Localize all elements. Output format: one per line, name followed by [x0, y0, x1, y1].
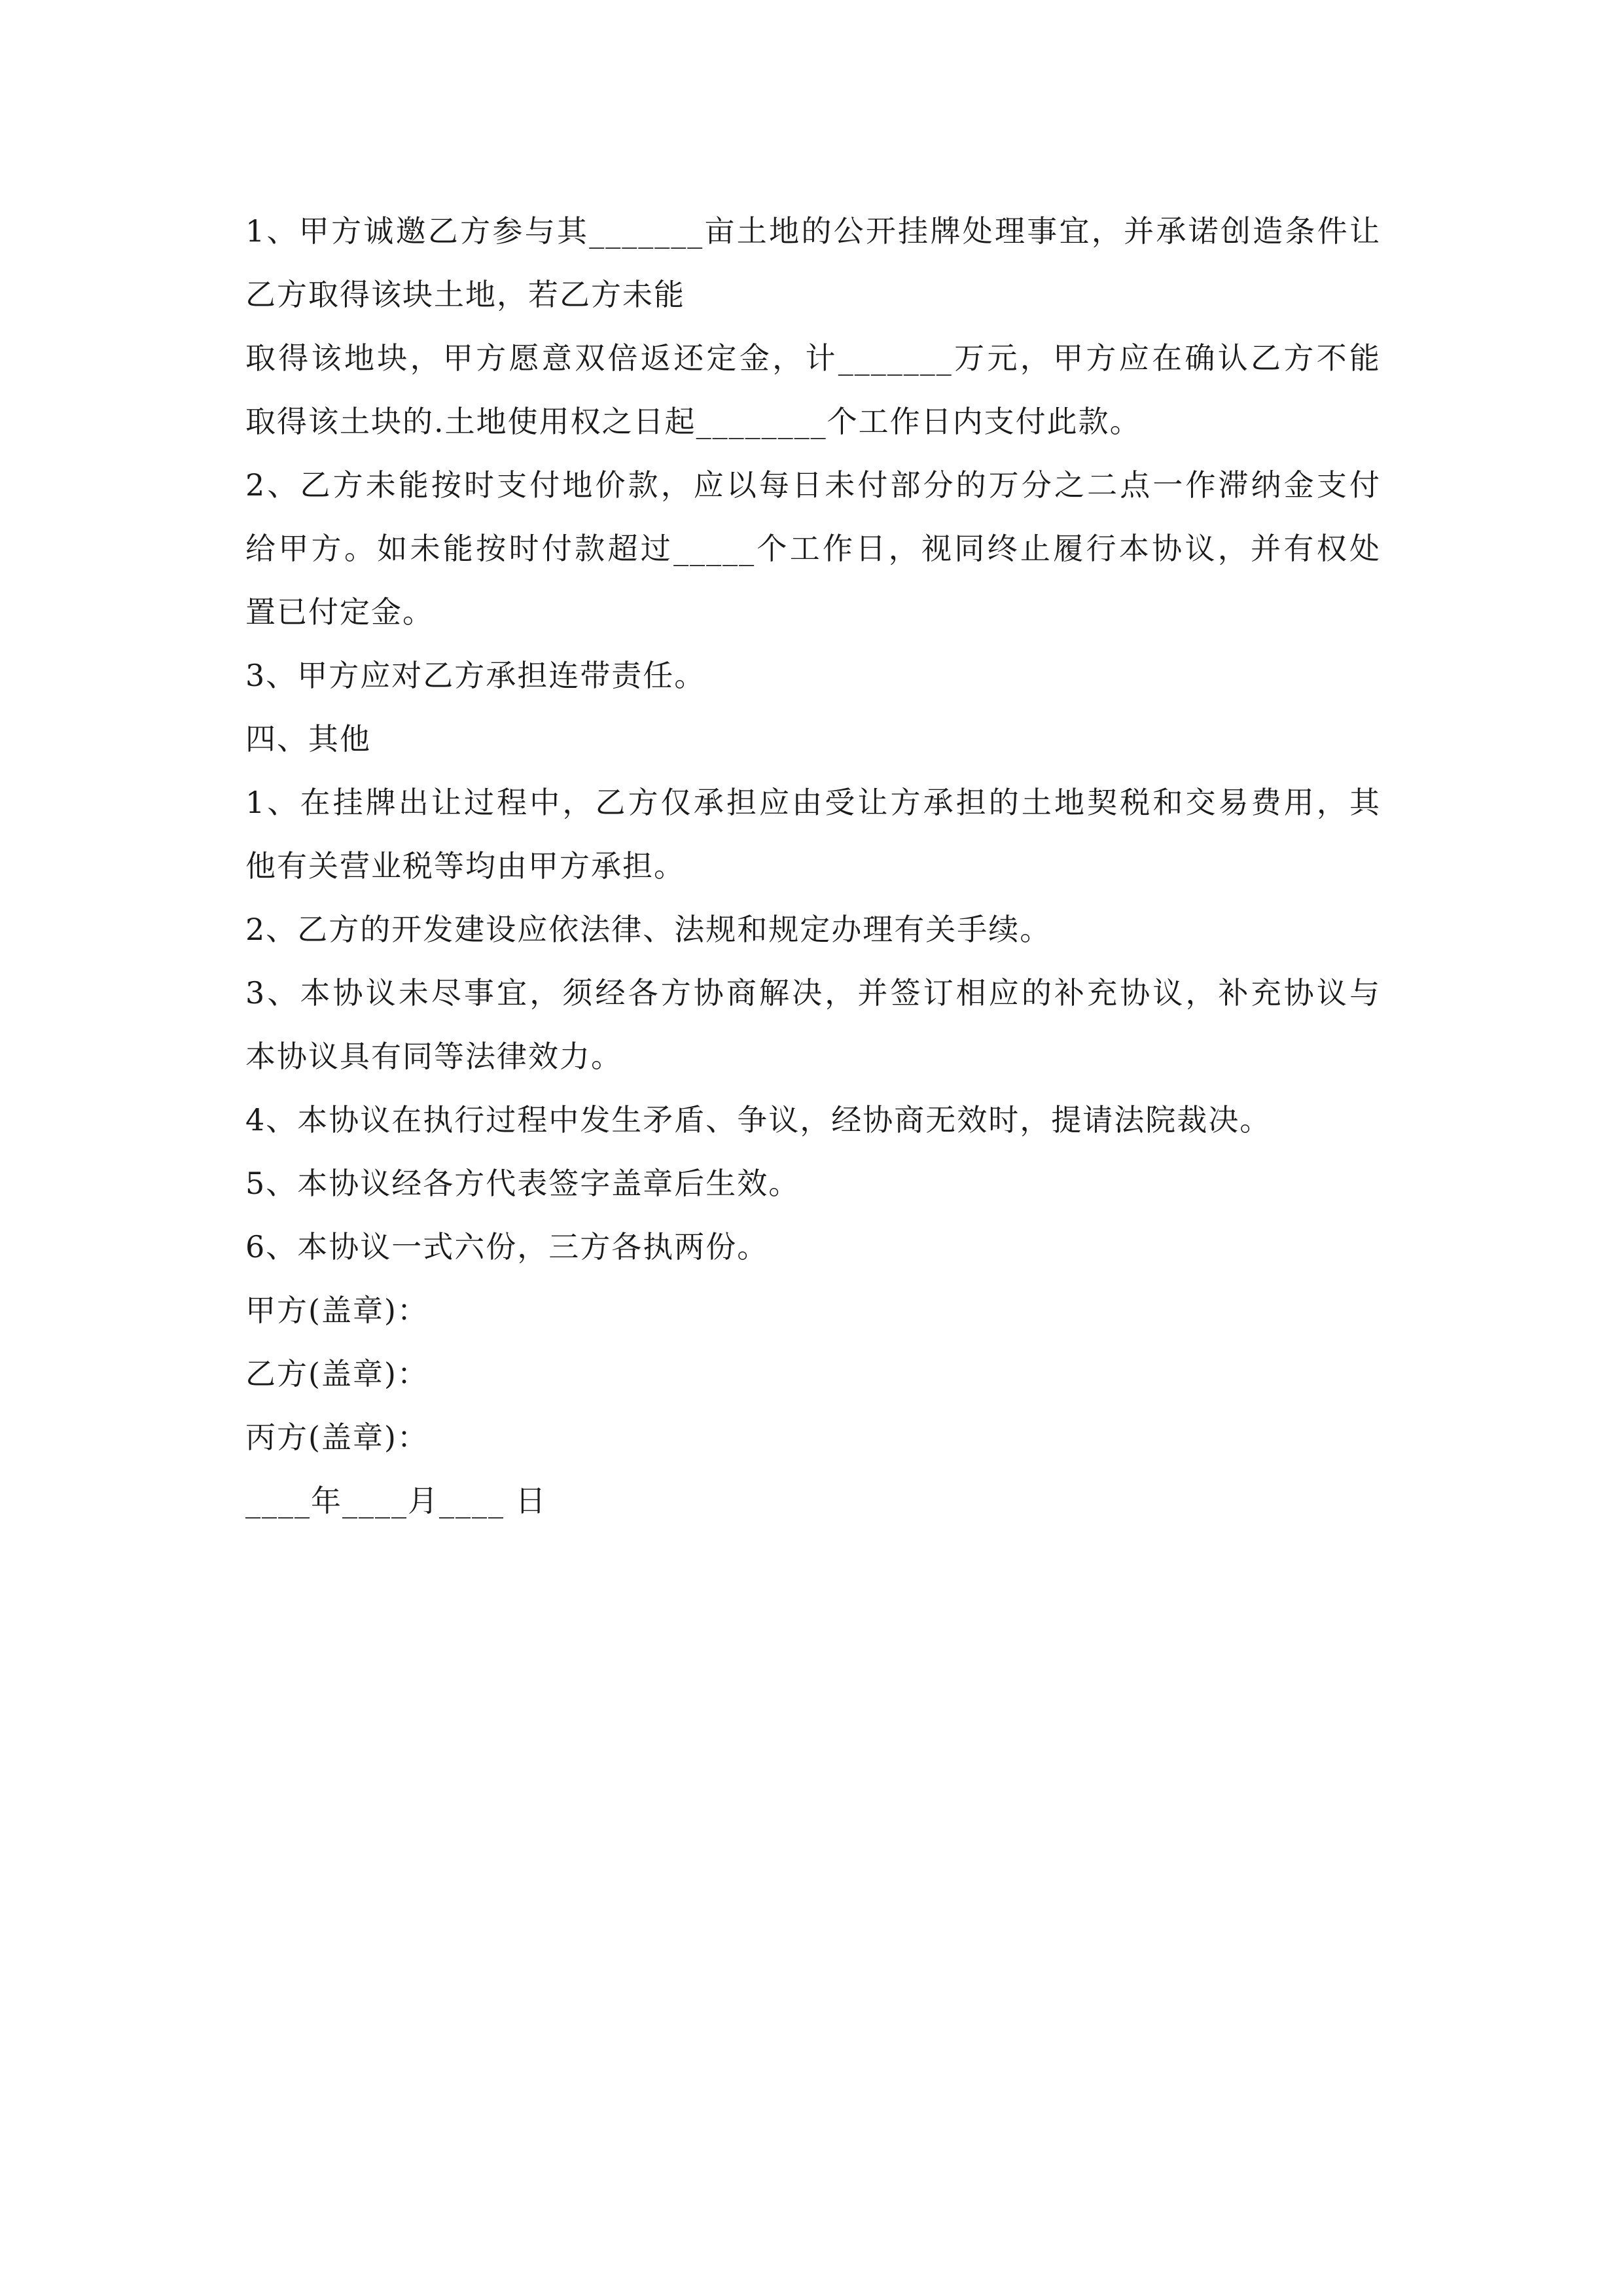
section-heading-other: 四、其他	[245, 721, 371, 757]
other-clause-4: 4、本协议在执行过程中发生矛盾、争议，经协商无效时，提请法院裁决。	[245, 1102, 1272, 1138]
clause-2-line-1: 2、乙方未能按时支付地价款，应以每日未付部分的万分之二点一作滞纳金支付	[245, 467, 1381, 503]
other-clause-1-line-1: 1、在挂牌出让过程中，乙方仅承担应由受让方承担的土地契税和交易费用，其	[245, 785, 1381, 820]
other-clause-3-line-1: 3、本协议未尽事宜，须经各方协商解决，并签订相应的补充协议，补充协议与	[245, 975, 1381, 1011]
other-clause-5: 5、本协议经各方代表签字盖章后生效。	[245, 1166, 800, 1201]
clause-3-line-1: 3、甲方应对乙方承担连带责任。	[245, 658, 706, 693]
other-clause-1-line-2: 他有关营业税等均由甲方承担。	[245, 848, 685, 884]
clause-1-line-1: 1、甲方诚邀乙方参与其_______亩土地的公开挂牌处理事宜，并承诺创造条件让	[245, 213, 1381, 249]
document-body	[245, 200, 1381, 1533]
signature-party-c: 丙方(盖章)：	[245, 1420, 429, 1455]
clause-2-line-3: 置已付定金。	[245, 594, 434, 630]
clause-1-line-4: 取得该土块的.土地使用权之日起________个工作日内支付此款。	[245, 404, 1141, 439]
other-clause-2: 2、乙方的开发建设应依法律、法规和规定办理有关手续。	[245, 912, 1052, 947]
clause-1-line-2: 乙方取得该块土地，若乙方未能	[245, 277, 685, 312]
signature-party-a: 甲方(盖章)：	[245, 1293, 429, 1328]
signature-date: ____年____月____ 日	[245, 1483, 547, 1518]
signature-party-b: 乙方(盖章)：	[245, 1356, 429, 1391]
clause-1-line-3: 取得该地块，甲方愿意双倍返还定金，计_______万元，甲方应在确认乙方不能	[245, 340, 1381, 376]
other-clause-6: 6、本协议一式六份，三方各执两份。	[245, 1229, 769, 1265]
other-clause-3-line-2: 本协议具有同等法律效力。	[245, 1039, 622, 1074]
clause-2-line-2: 给甲方。如未能按时付款超过_____个工作日，视同终止履行本协议，并有权处	[245, 531, 1381, 566]
